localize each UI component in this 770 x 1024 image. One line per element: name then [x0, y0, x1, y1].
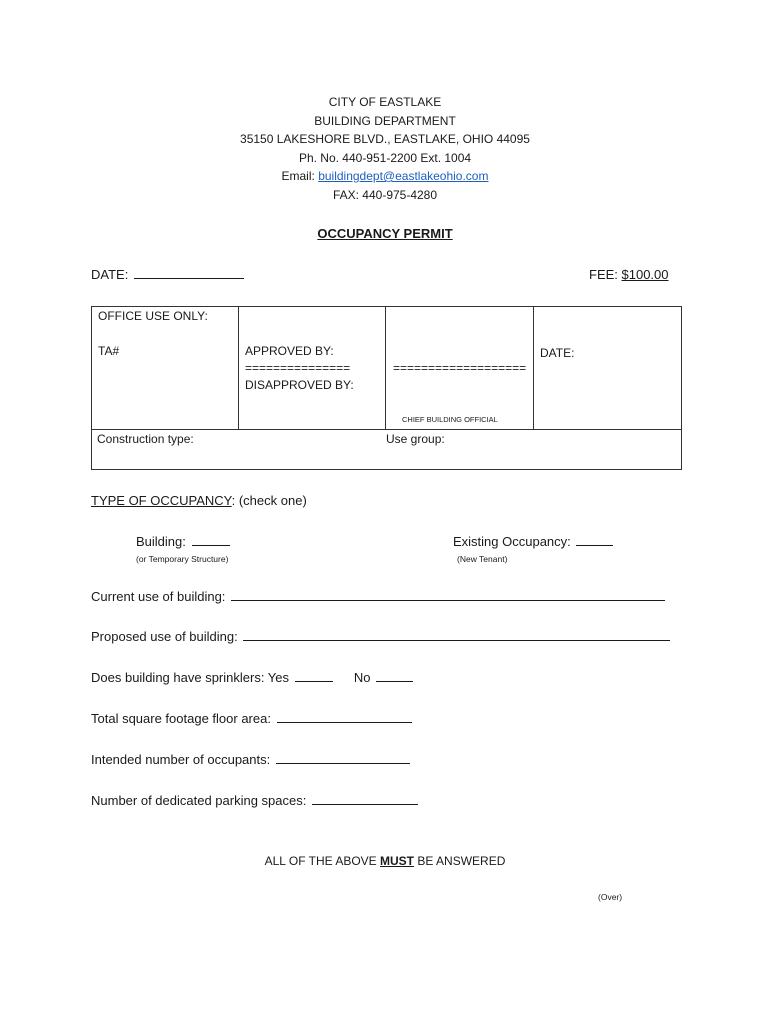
ta-number-label: TA# — [98, 344, 120, 358]
fee-label: FEE: — [589, 267, 622, 282]
over-note: (Over) — [598, 892, 623, 902]
occupants-field[interactable] — [276, 762, 410, 764]
disapproved-by-label: DISAPPROVED BY: — [245, 378, 354, 392]
building-note: (or Temporary Structure) — [136, 554, 229, 564]
parking-row — [91, 793, 418, 808]
approval-cell — [245, 343, 354, 394]
current-use-row — [91, 589, 665, 604]
office-use-box — [91, 306, 682, 430]
divider — [385, 306, 386, 430]
existing-occupancy-note: (New Tenant) — [457, 554, 508, 564]
building-checkbox-line[interactable] — [192, 544, 230, 546]
email-link[interactable]: buildingdept@eastlakeohio.com — [318, 169, 489, 183]
required-notice — [0, 854, 770, 868]
existing-occupancy-label: Existing Occupancy: — [453, 534, 571, 549]
required-notice-prefix: ALL OF THE ABOVE — [264, 854, 381, 868]
parking-label: Number of dedicated parking spaces: — [91, 793, 307, 808]
occupants-label: Intended number of occupants: — [91, 752, 271, 767]
current-use-label: Current use of building: — [91, 589, 226, 604]
building-label: Building: — [136, 534, 186, 549]
date-field[interactable] — [134, 277, 244, 279]
sprinklers-no-label: No — [353, 670, 371, 685]
divider — [533, 306, 534, 430]
letterhead — [0, 93, 770, 204]
use-group-label: Use group: — [386, 432, 445, 446]
city-name: CITY OF EASTLAKE — [328, 95, 442, 109]
email-line — [0, 167, 770, 186]
phone-number: Ph. No. 440-951-2200 Ext. 1004 — [298, 150, 472, 165]
proposed-use-label: Proposed use of building: — [91, 629, 238, 644]
square-footage-label: Total square footage floor area: — [91, 711, 271, 726]
occupants-row — [91, 752, 410, 767]
page-title: OCCUPANCY PERMIT — [317, 226, 453, 241]
department-name: BUILDING DEPARTMENT — [314, 113, 456, 128]
fee-row — [589, 267, 669, 282]
current-use-field[interactable] — [231, 599, 665, 601]
building-option — [136, 534, 230, 549]
approved-separator: =============== — [245, 361, 351, 375]
office-date-label: DATE: — [540, 346, 575, 360]
approved-by-label: APPROVED BY: — [245, 344, 334, 358]
date-label: DATE: — [91, 267, 129, 282]
chief-official-label: CHIEF BUILDING OFFICIAL — [402, 415, 498, 424]
square-footage-row — [91, 711, 412, 726]
sprinklers-no-field[interactable] — [376, 680, 413, 682]
square-footage-field[interactable] — [277, 721, 412, 723]
parking-field[interactable] — [312, 803, 418, 805]
construction-type-label: Construction type: — [97, 432, 194, 446]
occupancy-type-suffix: : (check one) — [231, 493, 307, 508]
address: 35150 LAKESHORE BLVD., EASTLAKE, OHIO 44095 — [240, 132, 530, 146]
proposed-use-field[interactable] — [243, 639, 670, 641]
date-row — [91, 267, 244, 282]
divider — [238, 306, 239, 430]
existing-occupancy-option — [453, 534, 613, 549]
sprinklers-row — [91, 670, 413, 685]
sprinklers-yes-field[interactable] — [295, 680, 333, 682]
fax-number: FAX: 440-975-4280 — [332, 187, 438, 202]
fee-value: $100.00 — [621, 267, 669, 282]
sprinklers-label: Does building have sprinklers: Yes — [91, 670, 290, 685]
email-label: Email: — [281, 169, 319, 183]
official-separator: =================== — [393, 361, 527, 375]
required-notice-emphasis: MUST — [380, 854, 415, 868]
existing-occupancy-checkbox-line[interactable] — [576, 544, 613, 546]
occupancy-type-heading — [91, 493, 307, 508]
office-use-label: OFFICE USE ONLY: — [98, 309, 208, 323]
required-notice-suffix: BE ANSWERED — [414, 854, 506, 868]
occupancy-type-label: TYPE OF OCCUPANCY — [91, 493, 232, 508]
proposed-use-row — [91, 629, 670, 644]
